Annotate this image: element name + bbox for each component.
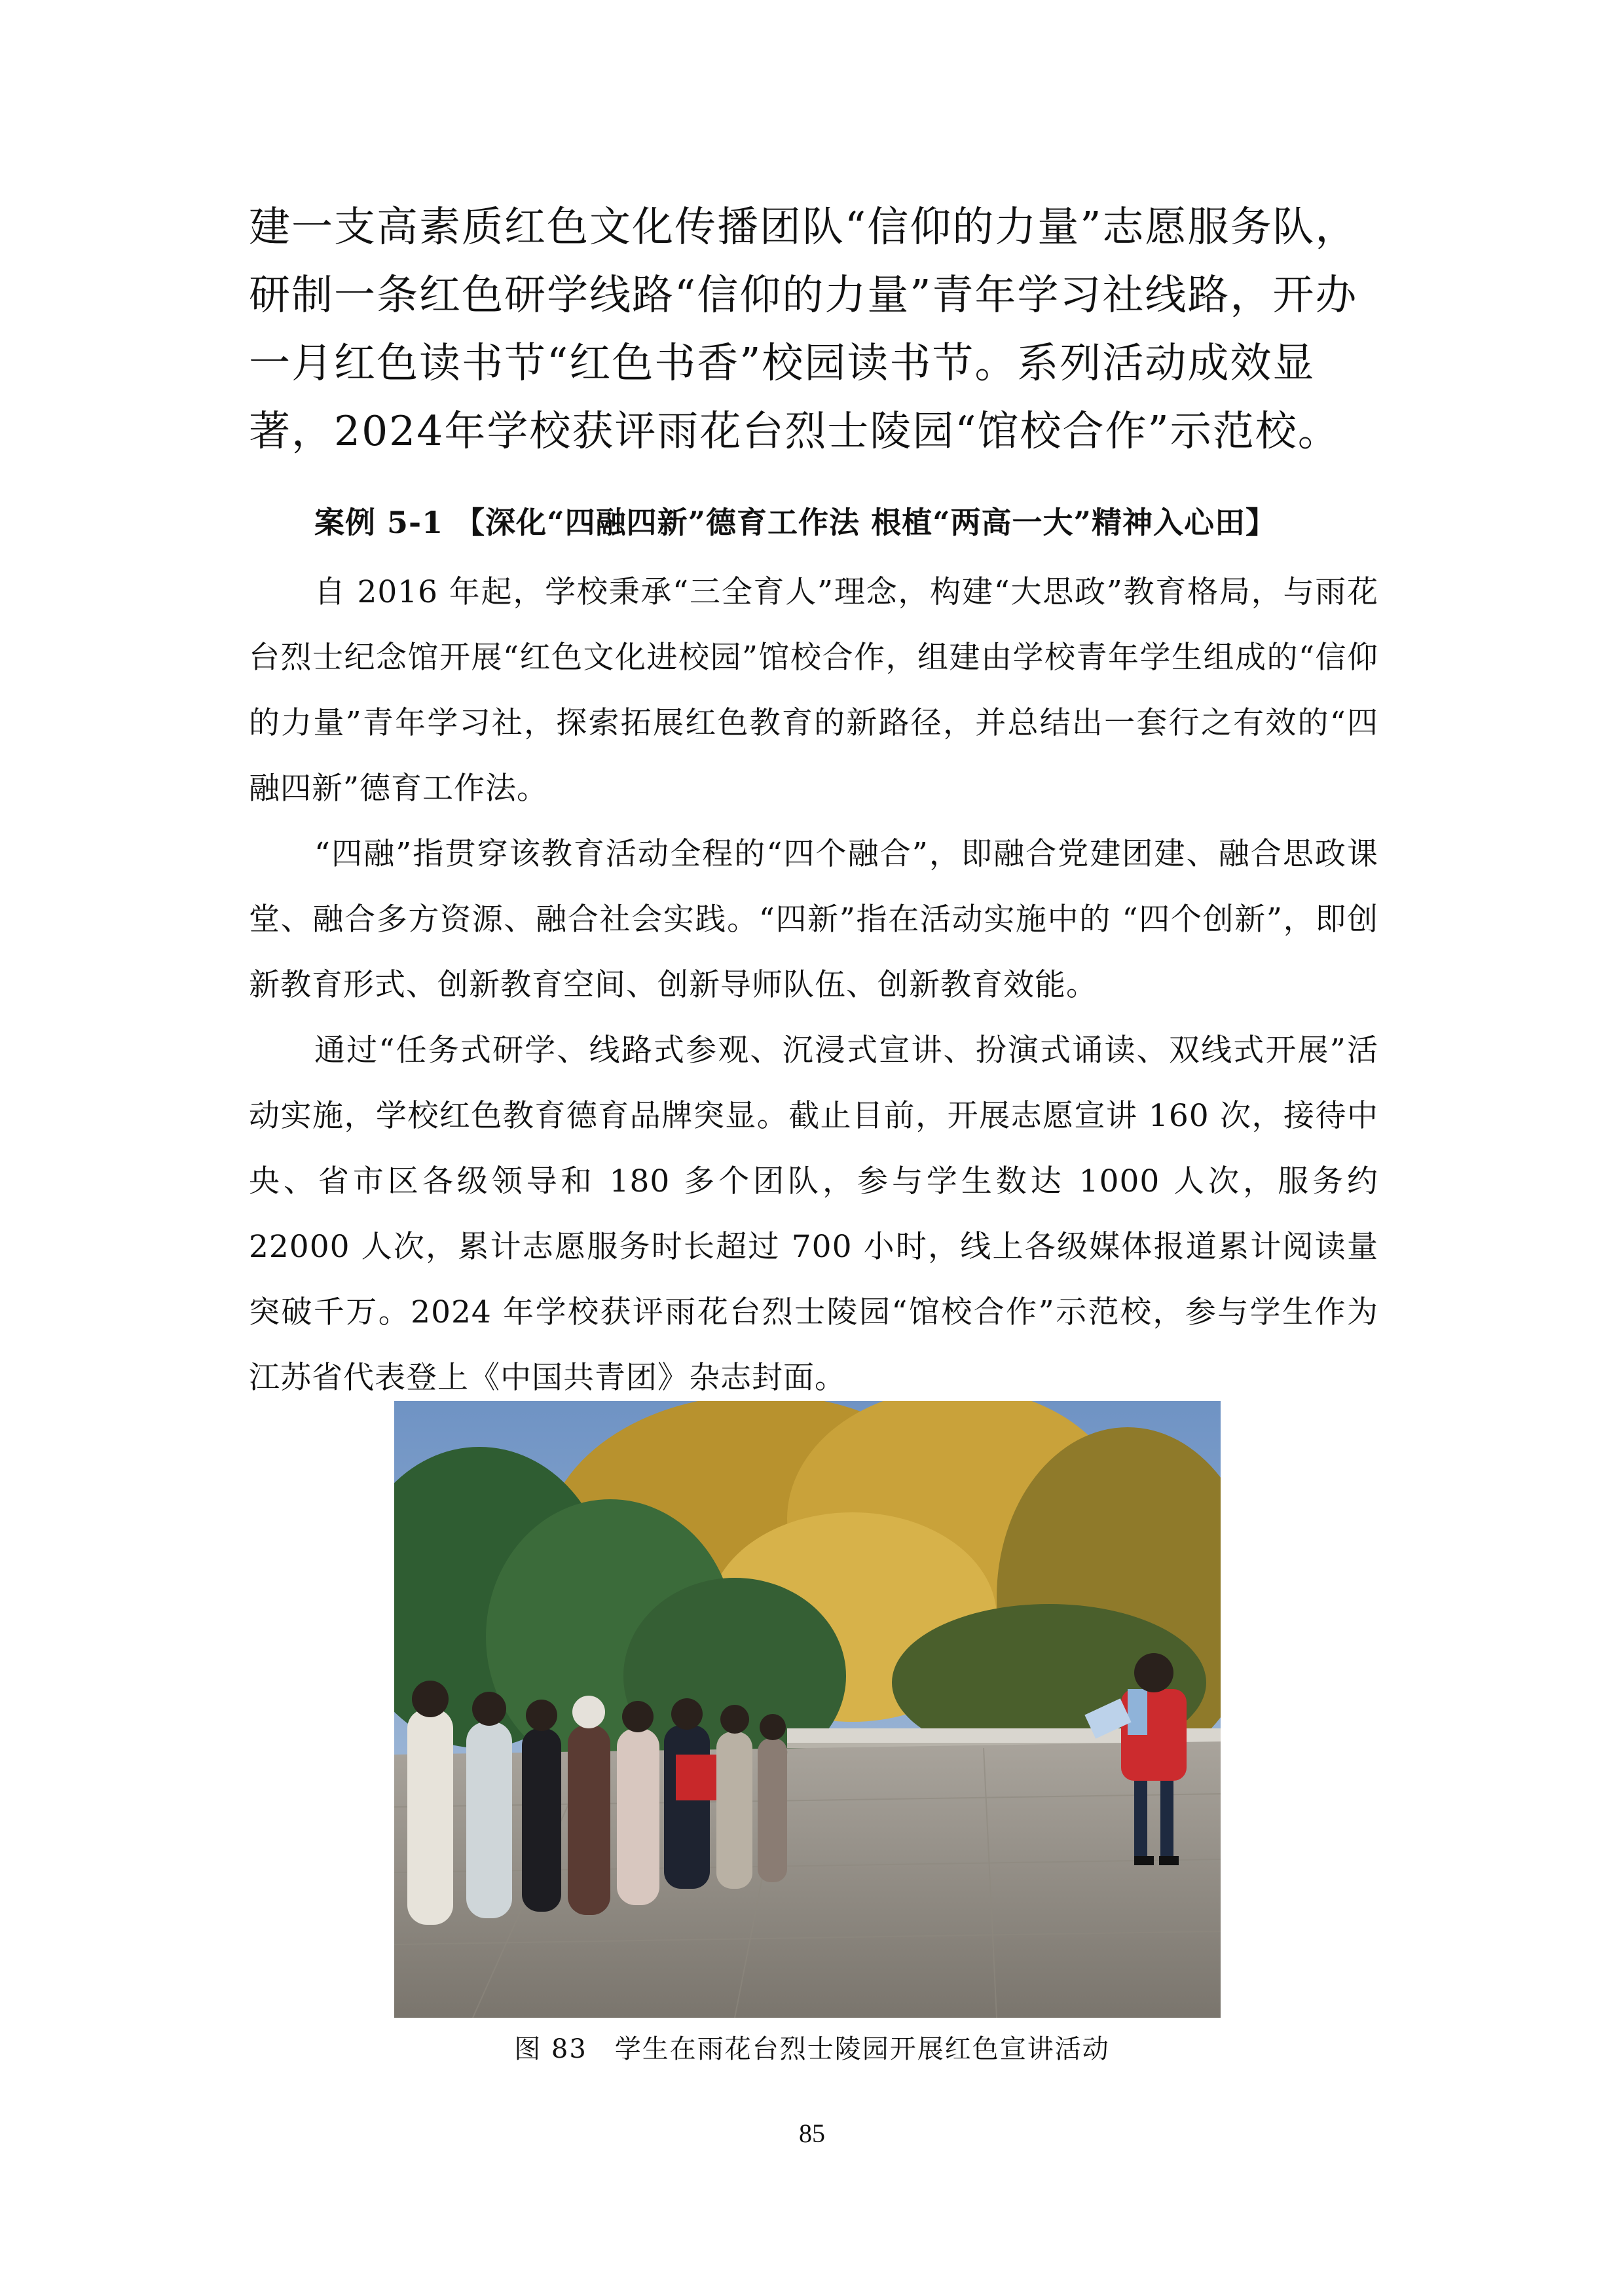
intro-paragraph: 建一支高素质红色文化传播团队“信仰的力量”志愿服务队，研制一条红色研学线路“信仰的力量”青年学习社线路，开办一月红色读书节“红色书香”校园读书节。系列活动成效显著，2024年学校获评雨花台烈士陵园“馆校合作”示范校。	[249, 203, 1358, 455]
case-paragraph-1: 自 2016 年起，学校秉承“三全育人”理念，构建“大思政”教育格局，与雨花台烈士纪念馆开展“红色文化进校园”馆校合作，组建由学校青年学生组成的“信仰的力量”青年学习社，探索拓展红色教育的新路径，并总结出一套行之有效的“四融四新”德育工作法。	[249, 574, 1378, 807]
page-number: 85	[799, 2119, 825, 2148]
case-title: 案例 5-1 【深化“四融四新”德育工作法 根植“两高一大”精神入心田】	[314, 505, 1276, 540]
figure-caption: 图 83 学生在雨花台烈士陵园开展红色宣讲活动	[514, 2034, 1110, 2064]
photo-illustration	[394, 1401, 1221, 2018]
case-body	[249, 560, 1378, 1411]
case-paragraph-2: “四融”指贯穿该教育活动全程的“四个融合”，即融合党建团建、融合思政课堂、融合多方资源、融合社会实践。“四新”指在活动实施中的 “四个创新”，即创新教育形式、创新教育空间、创新导师队伍、创新教育效能。	[249, 836, 1378, 1003]
case-paragraph-3: 通过“任务式研学、线路式参观、沉浸式宣讲、扮演式诵读、双线式开展”活动实施，学校红色教育德育品牌突显。截止目前，开展志愿宣讲 160 次，接待中央、省市区各级领导和 180 多个团队，参与学生数达 1000 人次，服务约 22000 人次，累计志愿服务时长超过 700 小时，线上各级媒体报道累计阅读量突破千万。2024 年学校获评雨花台烈士陵园“馆校合作”示范校，参与学生作为江苏省代表登上《中国共青团》杂志封面。	[249, 1032, 1378, 1396]
event-photo	[394, 1401, 1221, 2018]
